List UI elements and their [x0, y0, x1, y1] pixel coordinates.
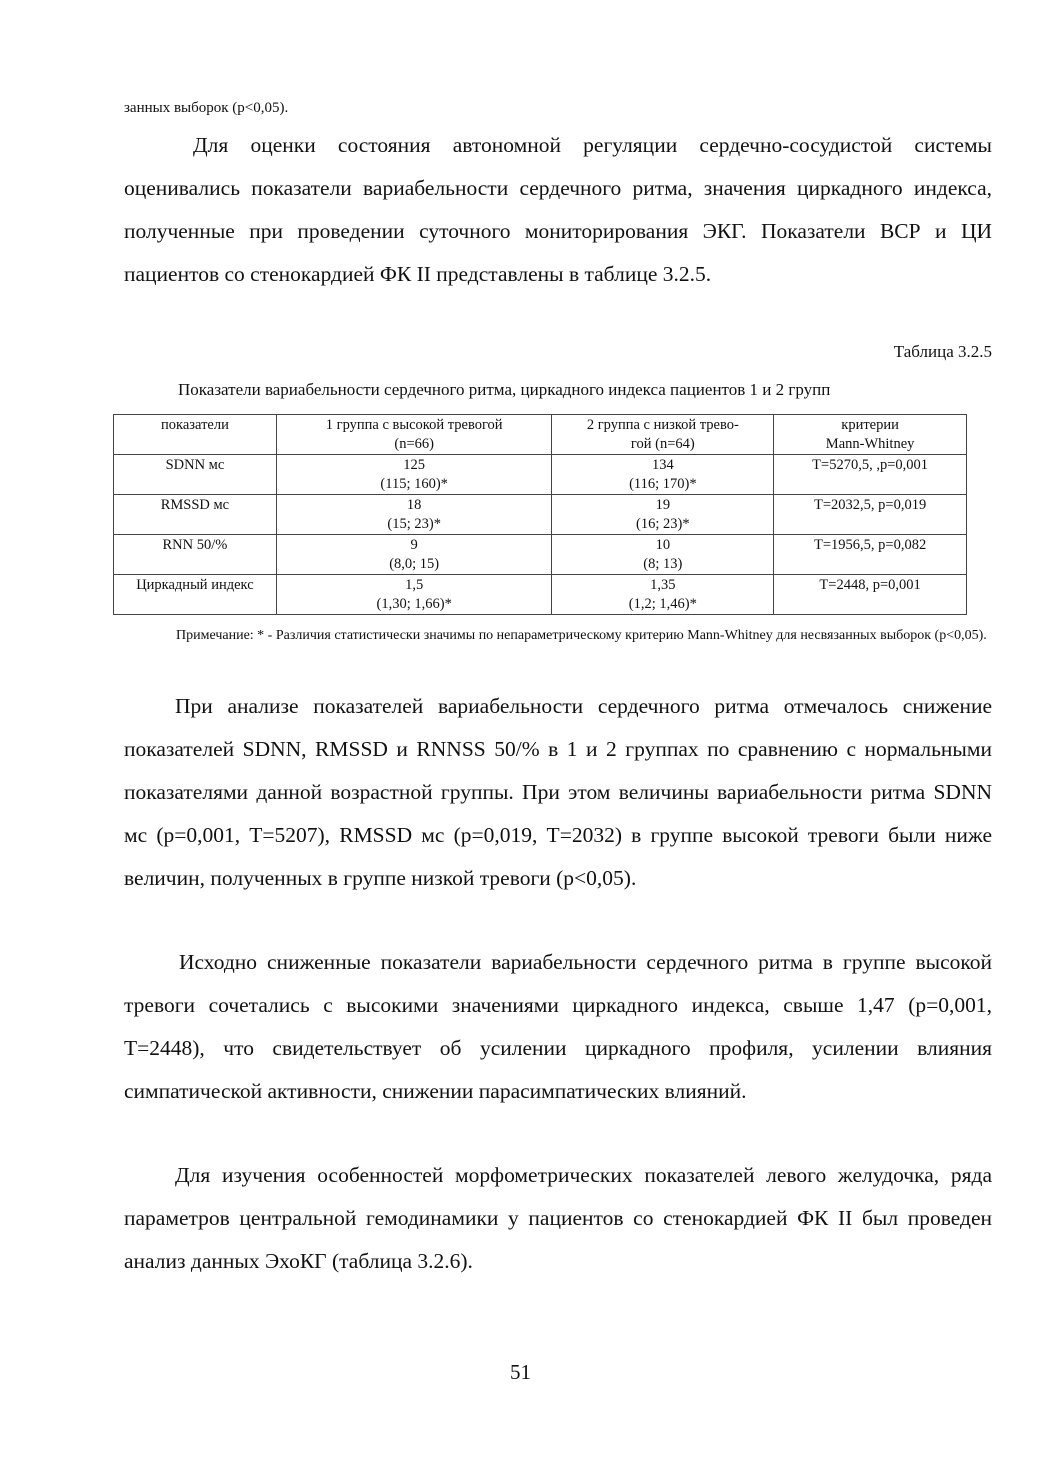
- table-note: [124, 622, 1009, 650]
- hrv-table: [113, 414, 967, 615]
- paragraph-echo: [124, 1154, 992, 1283]
- paragraph-intro: [124, 124, 992, 296]
- group-2-value: 10 (8; 13): [552, 535, 774, 575]
- paragraph-analysis-text: При анализе показателей вариабельности сердечного ритма отмечалось снижение показателей SDNN, RMSSD и RNNSS 50/% в 1 и 2 группах по сравнению с нормальными показателями данной возрастной группы. При этом величины вариабельности ритма SDNN мс (р=0,001, Т=5207), RMSSD мс (р=0,019, Т=2032) в группе высокой тревоги были ниже величин, полученных в группе низкой тревоги (р<0,05).: [124, 694, 992, 890]
- paragraph-intro-text: Для оценки состояния автономной регуляции сердечно-сосудистой системы оценивались показатели вариабельности сердечного ритма, значения циркадного индекса, полученные при проведении суточного мониторирования ЭКГ. Показатели ВСР и ЦИ пациентов со стенокардией ФК II представлены в таблице 3.2.5.: [124, 133, 992, 286]
- criterion-value: T=1956,5, p=0,082: [774, 535, 967, 575]
- header-group-1: 1 группа с высокой тревогой (n=66): [276, 415, 552, 455]
- group-1-value: 18 (15; 23)*: [276, 495, 552, 535]
- row-name: RMSSD мс: [114, 495, 277, 535]
- table-row: [114, 455, 967, 495]
- group-2-value: 19 (16; 23)*: [552, 495, 774, 535]
- header-group-2: 2 группа с низкой трево- гой (n=64): [552, 415, 774, 455]
- top-continuation: занных выборок (р<0,05).: [124, 100, 289, 116]
- table-header-row: [114, 415, 967, 455]
- criterion-value: T=2448, p=0,001: [774, 575, 967, 615]
- table-row: [114, 575, 967, 615]
- criterion-value: T=2032,5, p=0,019: [774, 495, 967, 535]
- header-indicators: показатели: [114, 415, 277, 455]
- group-1-value: 125 (115; 160)*: [276, 455, 552, 495]
- row-name: SDNN мс: [114, 455, 277, 495]
- group-2-value: 1,35 (1,2; 1,46)*: [552, 575, 774, 615]
- paragraph-analysis: [124, 685, 992, 900]
- table-number: Таблица 3.2.5: [893, 342, 992, 361]
- paragraph-echo-text: Для изучения особенностей морфометрических показателей левого желудочка, ряда параметров центральной гемодинамики у пациентов со стенокардией ФК II был проведен анализ данных ЭхоКГ (таблица 3.2.6).: [124, 1163, 992, 1273]
- header-criteria: критерии Mann-Whitney: [774, 415, 967, 455]
- criterion-value: T=5270,5, ,p=0,001: [774, 455, 967, 495]
- table-note-text: Примечание: * - Различия статистически значимы по непараметрическому критерию Mann-Whitney для несвязанных выборок (р<0,05).: [176, 628, 987, 643]
- group-1-value: 9 (8,0; 15): [276, 535, 552, 575]
- row-name: Циркадный индекс: [114, 575, 277, 615]
- table-row: [114, 495, 967, 535]
- row-name: RNN 50/%: [114, 535, 277, 575]
- paragraph-circadian-text: Исходно сниженные показатели вариабельности сердечного ритма в группе высокой тревоги сочетались с высокими значениями циркадного индекса, свыше 1,47 (р=0,001, Т=2448), что свидетельствует об усилении циркадного профиля, усилении влияния симпатической активности, снижении парасимпатических влияний.: [124, 950, 992, 1103]
- page-number: 51: [510, 1360, 531, 1384]
- table-row: [114, 535, 967, 575]
- paragraph-circadian: [124, 941, 992, 1113]
- group-1-value: 1,5 (1,30; 1,66)*: [276, 575, 552, 615]
- group-2-value: 134 (116; 170)*: [552, 455, 774, 495]
- table-title: Показатели вариабельности сердечного ритма, циркадного индекса пациентов 1 и 2 групп: [178, 380, 831, 399]
